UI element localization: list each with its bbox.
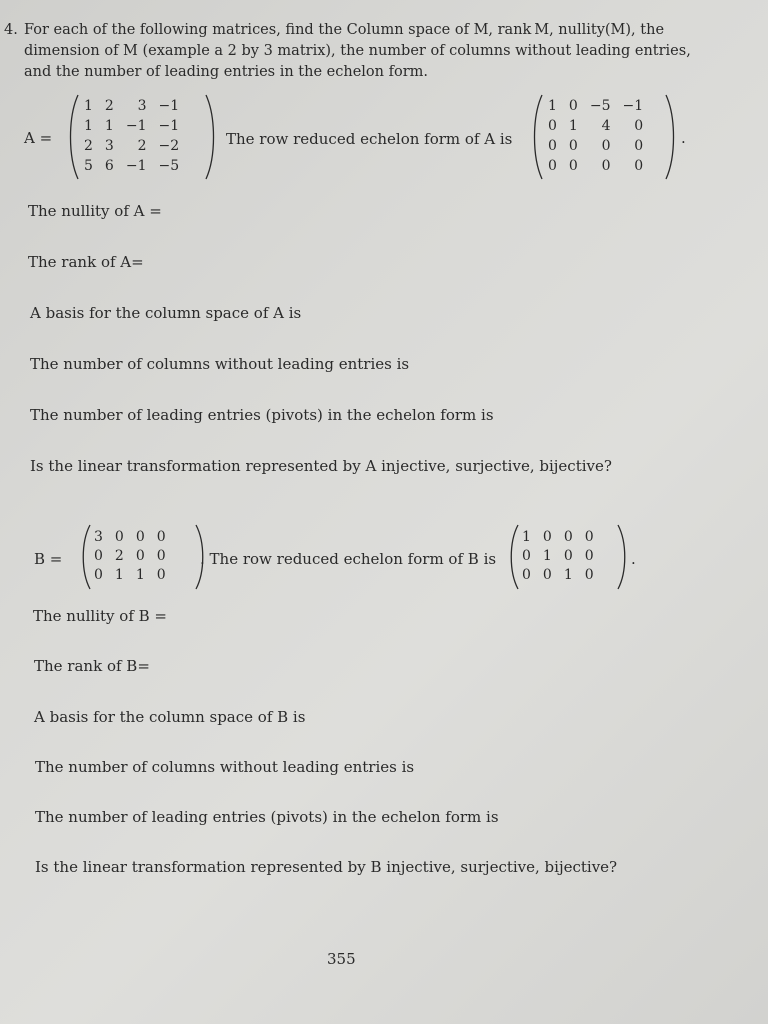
matrix-entry: 0 bbox=[563, 529, 573, 545]
matrix-entry: 0 bbox=[601, 158, 611, 174]
matrix-entry: 0 bbox=[114, 529, 124, 545]
matrix-entry: 0 bbox=[94, 548, 103, 564]
matrix-entry: 1 bbox=[114, 567, 124, 583]
question-b-rank: The rank of B= bbox=[34, 657, 150, 675]
matrix-b-rref-caption: . The row reduced echelon form of B is bbox=[200, 550, 497, 568]
problem-statement bbox=[4, 20, 704, 83]
matrix-entry: 0 bbox=[94, 567, 103, 583]
question-b-nullity: The nullity of B = bbox=[33, 607, 168, 625]
matrix-b-label: B = bbox=[34, 550, 63, 568]
matrix-entry: 0 bbox=[584, 529, 594, 545]
matrix-row bbox=[78, 156, 185, 176]
matrix-entry: 6 bbox=[104, 158, 114, 174]
matrix-entry: 1 bbox=[104, 118, 114, 134]
matrix-b-period: . bbox=[631, 550, 636, 568]
matrix-entry: 0 bbox=[542, 529, 552, 545]
matrix-entry: −1 bbox=[125, 158, 147, 174]
matrix-entry: 0 bbox=[156, 529, 166, 545]
matrix-entry: 1 bbox=[84, 118, 93, 134]
matrix-entry: 1 bbox=[548, 98, 557, 114]
matrix-entry: −1 bbox=[125, 118, 147, 134]
matrix-entry: 2 bbox=[84, 138, 93, 154]
matrix-entry: 0 bbox=[634, 158, 644, 174]
matrix-row bbox=[542, 96, 649, 116]
matrix-row bbox=[516, 566, 600, 585]
matrix-entry: 0 bbox=[548, 138, 557, 154]
matrix-b bbox=[78, 522, 208, 592]
matrix-a bbox=[66, 92, 218, 182]
matrix-entry: −2 bbox=[158, 138, 180, 154]
matrix-a-label: A = bbox=[24, 129, 53, 147]
matrix-entry: −1 bbox=[158, 118, 180, 134]
matrix-entry: 0 bbox=[548, 118, 557, 134]
question-a-column-space: A basis for the column space of A is bbox=[30, 304, 302, 322]
matrix-entry: 5 bbox=[84, 158, 93, 174]
matrix-entry: 0 bbox=[568, 138, 578, 154]
matrix-a-rref-caption: The row reduced echelon form of A is bbox=[226, 130, 513, 148]
matrix-entry: −1 bbox=[158, 98, 180, 114]
matrix-row bbox=[78, 96, 185, 116]
matrix-entry: 2 bbox=[114, 548, 124, 564]
matrix-entry: 1 bbox=[522, 529, 531, 545]
matrix-row bbox=[542, 116, 649, 136]
matrix-entry: 1 bbox=[563, 567, 573, 583]
matrix-b-rref bbox=[506, 522, 630, 592]
matrix-entry: 0 bbox=[548, 158, 557, 174]
matrix-entry: 0 bbox=[522, 567, 531, 583]
problem-line-3: and the number of leading entries in the echelon form. bbox=[24, 64, 428, 80]
matrix-entry: 0 bbox=[156, 567, 166, 583]
matrix-entry: 3 bbox=[94, 529, 103, 545]
matrix-entry: 2 bbox=[104, 98, 114, 114]
matrix-a-entries bbox=[78, 96, 185, 176]
matrix-row bbox=[516, 547, 600, 566]
matrix-entry: 0 bbox=[563, 548, 573, 564]
matrix-row bbox=[542, 136, 649, 156]
matrix-row bbox=[542, 156, 649, 176]
matrix-entry: 0 bbox=[542, 567, 552, 583]
matrix-entry: −5 bbox=[158, 158, 180, 174]
problem-line-2: dimension of M (example a 2 by 3 matrix), the number of columns without leading entries, bbox=[24, 43, 691, 59]
matrix-a-period: . bbox=[681, 129, 686, 147]
matrix-row bbox=[88, 528, 172, 547]
matrix-entry: 3 bbox=[137, 98, 147, 114]
matrix-row bbox=[78, 136, 185, 156]
matrix-a-rref-entries bbox=[542, 96, 649, 176]
question-a-nullity: The nullity of A = bbox=[28, 202, 162, 220]
problem-number: 4. bbox=[4, 22, 18, 38]
matrix-entry: 3 bbox=[104, 138, 114, 154]
question-b-column-space: A basis for the column space of B is bbox=[34, 708, 306, 726]
matrix-entry: 1 bbox=[542, 548, 552, 564]
question-a-free-columns: The number of columns without leading entries is bbox=[30, 355, 410, 373]
question-a-injective: Is the linear transformation represented by A injective, surjective, bijective? bbox=[30, 457, 612, 475]
matrix-row bbox=[516, 528, 600, 547]
matrix-entry: 0 bbox=[634, 138, 644, 154]
matrix-b-rref-entries bbox=[516, 528, 600, 585]
matrix-a-rref bbox=[530, 92, 678, 182]
question-b-free-columns: The number of columns without leading entries is bbox=[35, 758, 415, 776]
matrix-entry: 0 bbox=[156, 548, 166, 564]
matrix-entry: 0 bbox=[135, 529, 145, 545]
matrix-entry: 0 bbox=[568, 98, 578, 114]
matrix-row bbox=[78, 116, 185, 136]
matrix-entry: 4 bbox=[601, 118, 611, 134]
page-number: 355 bbox=[327, 950, 356, 968]
matrix-row bbox=[88, 566, 172, 585]
question-a-rank: The rank of A= bbox=[28, 253, 144, 271]
matrix-entry: −1 bbox=[622, 98, 644, 114]
matrix-b-entries bbox=[88, 528, 172, 585]
matrix-entry: 0 bbox=[601, 138, 611, 154]
matrix-entry: 0 bbox=[634, 118, 644, 134]
matrix-entry: −5 bbox=[589, 98, 611, 114]
matrix-entry: 1 bbox=[84, 98, 93, 114]
matrix-row bbox=[88, 547, 172, 566]
question-b-pivots: The number of leading entries (pivots) in the echelon form is bbox=[35, 808, 499, 826]
matrix-entry: 0 bbox=[522, 548, 531, 564]
matrix-entry: 1 bbox=[568, 118, 578, 134]
problem-line-1: For each of the following matrices, find the Column space of M, rank M, nullity(M), the bbox=[24, 22, 665, 38]
matrix-entry: 0 bbox=[568, 158, 578, 174]
question-b-injective: Is the linear transformation represented by B injective, surjective, bijective? bbox=[35, 858, 618, 876]
matrix-entry: 0 bbox=[584, 567, 594, 583]
question-a-pivots: The number of leading entries (pivots) in the echelon form is bbox=[30, 406, 494, 424]
matrix-entry: 0 bbox=[584, 548, 594, 564]
matrix-entry: 1 bbox=[135, 567, 145, 583]
matrix-entry: 2 bbox=[137, 138, 147, 154]
matrix-entry: 0 bbox=[135, 548, 145, 564]
